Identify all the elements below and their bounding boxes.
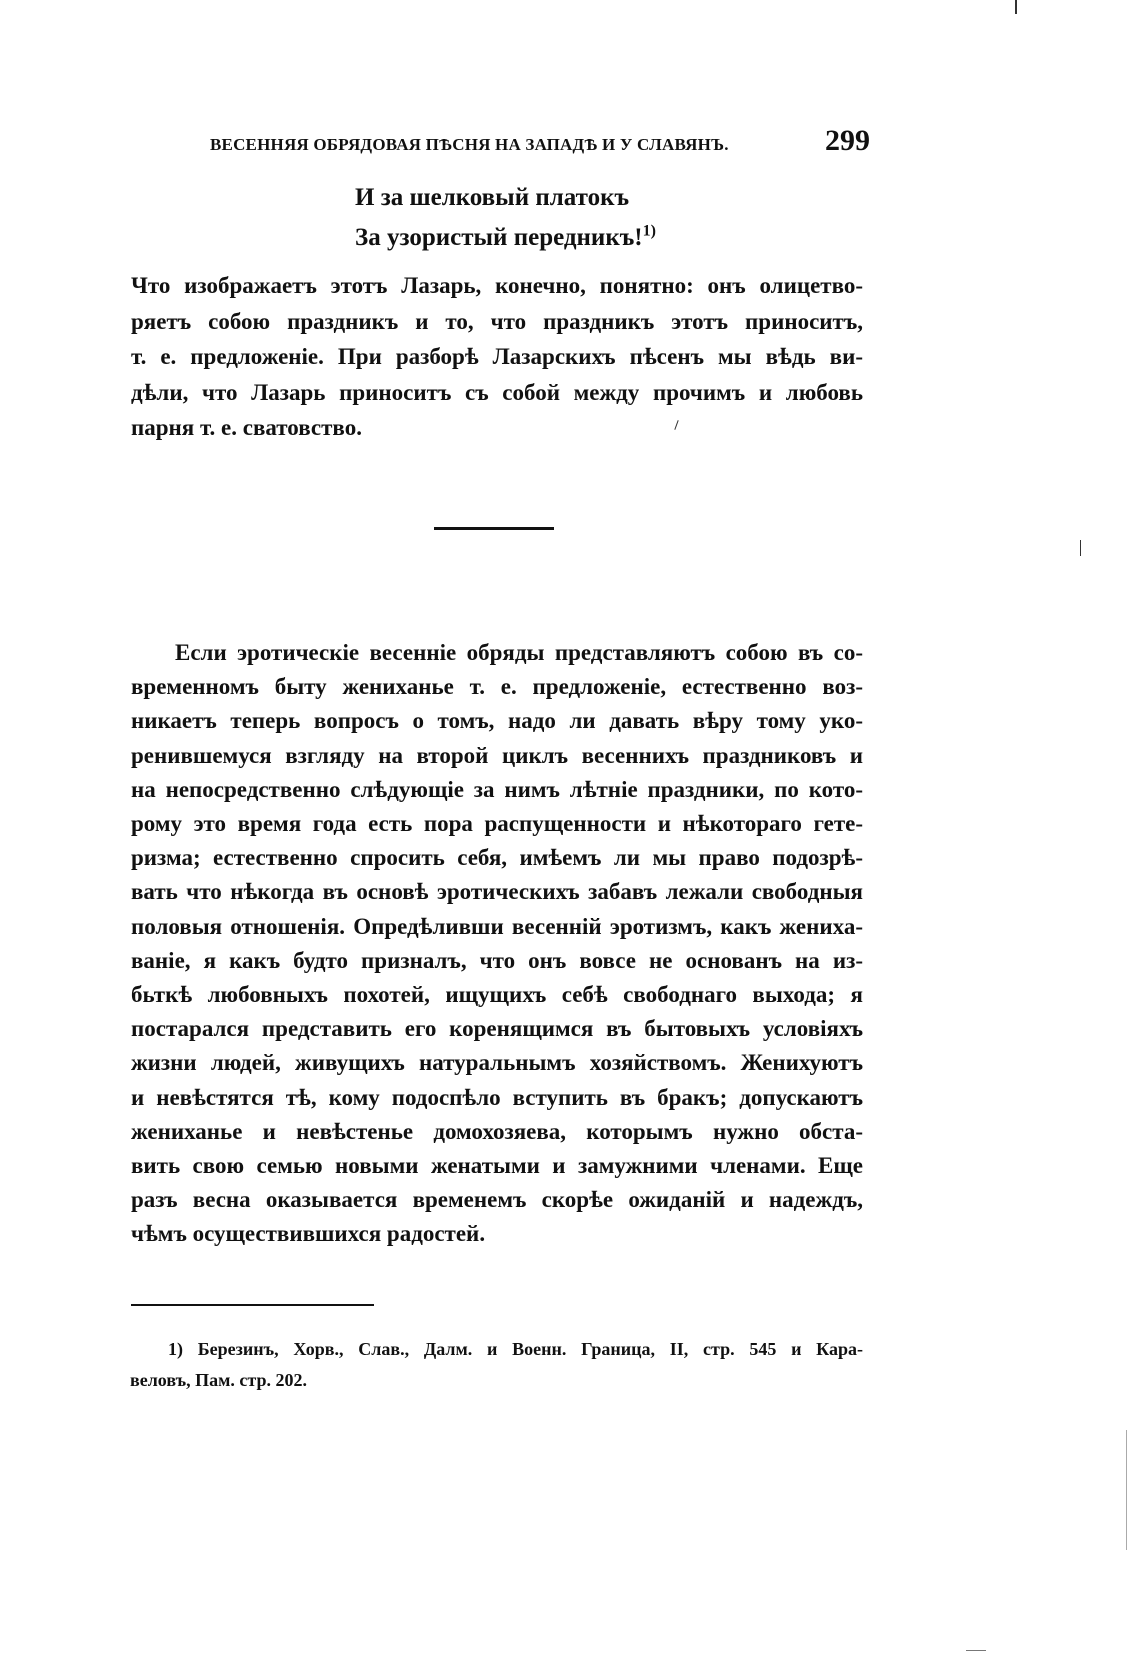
footnote-rule — [131, 1304, 374, 1306]
text-line: и невѣстятся тѣ, кому подоспѣло вступить въ бракъ; допускаютъ — [131, 1084, 863, 1110]
text-line: Если эротическіе весенніе обряды представляютъ собою въ со- — [175, 640, 863, 665]
scan-artifact — [1015, 0, 1017, 14]
text-line: на непосредственно слѣдующіе за нимъ лѣтніе праздники, по кото- — [131, 776, 863, 802]
verse-quote — [355, 178, 755, 258]
text-line: вать что нѣкогда въ основѣ эротическихъ забавъ лежали свободныя — [131, 879, 863, 905]
footnote-line-1: 1) Березинъ, Хорв., Слав., Далм. и Военн. Граница, II, стр. 545 и Кара- — [168, 1339, 863, 1359]
text-line: жениханье и невѣстенье домохозяева, которымъ нужно обста- — [131, 1118, 863, 1144]
page-header — [210, 124, 870, 158]
section-divider — [434, 527, 554, 530]
scan-artifact — [966, 1650, 986, 1651]
text-line: т. е. предложеніе. При разборѣ Лазарскихъ пѣсенъ мы вѣдь ви- — [131, 344, 863, 369]
text-line: рому это время года есть пора распущенности и нѣкотораго гете- — [131, 811, 863, 837]
text-line: ряетъ собою праздникъ и то, что праздникъ этотъ приноситъ, — [131, 308, 863, 334]
text-line: временномъ быту жениханье т. е. предложеніе, естественно воз- — [131, 674, 863, 700]
footnote-line-2: веловъ, Пам. стр. 202. — [130, 1370, 307, 1390]
text-line: парня т. е. сватовство. — [131, 415, 362, 440]
verse-line-2 — [355, 218, 755, 258]
paragraph-eroticism — [131, 636, 863, 1252]
paragraph-lazarus — [131, 268, 863, 446]
footnote — [130, 1334, 863, 1396]
text-line: вить свою семью новыми женатыми и замужними членами. Еще — [131, 1153, 863, 1179]
text-line: разъ весна оказывается временемъ скорѣе ожиданій и надеждъ, — [131, 1187, 863, 1213]
text-line: Что изображаетъ этотъ Лазарь, конечно, понятно: онъ олицетво- — [131, 273, 863, 298]
text-line: чѣмъ осуществившихся радостей. — [131, 1221, 486, 1247]
verse-line-1: И за шелковый платокъ — [355, 184, 630, 211]
text-line: ренившемуся взгляду на второй циклъ весеннихъ праздниковъ и — [131, 742, 863, 768]
verse-line-2-text: За узористый передникъ! — [355, 224, 643, 251]
running-head: ВЕСЕННЯЯ ОБРЯДОВАЯ ПѢСНЯ НА ЗАПАДѢ И У СЛАВЯНЪ. — [210, 135, 729, 154]
footnote-reference: 1) — [642, 222, 656, 240]
text-line: половыя отношенія. Опредѣливши весенній эротизмъ, какъ жениха- — [131, 913, 863, 939]
text-line: жизни людей, живущихъ натуральнымъ хозяйствомъ. Женихуютъ — [131, 1050, 863, 1076]
text-line: никаетъ теперь вопросъ о томъ, надо ли давать вѣру тому уко- — [131, 708, 863, 734]
scan-artifact — [1126, 1430, 1127, 1550]
text-line: ризма; естественно спросить себя, имѣемъ ли мы право подозрѣ- — [131, 845, 863, 871]
text-line: постарался представить его коренящимся въ бытовыхъ условіяхъ — [131, 1016, 863, 1042]
text-line: ваніе, я какъ будто призналъ, что онъ вовсе не основанъ на из- — [131, 947, 863, 973]
text-line: бьткѣ любовныхъ похотей, ищущихъ себѣ свободнаго выхода; я — [131, 982, 863, 1008]
page-number: 299 — [825, 124, 870, 157]
scan-artifact — [1080, 540, 1081, 556]
text-line: дѣли, что Лазарь приноситъ съ собой между прочимъ и любовь — [131, 379, 863, 405]
